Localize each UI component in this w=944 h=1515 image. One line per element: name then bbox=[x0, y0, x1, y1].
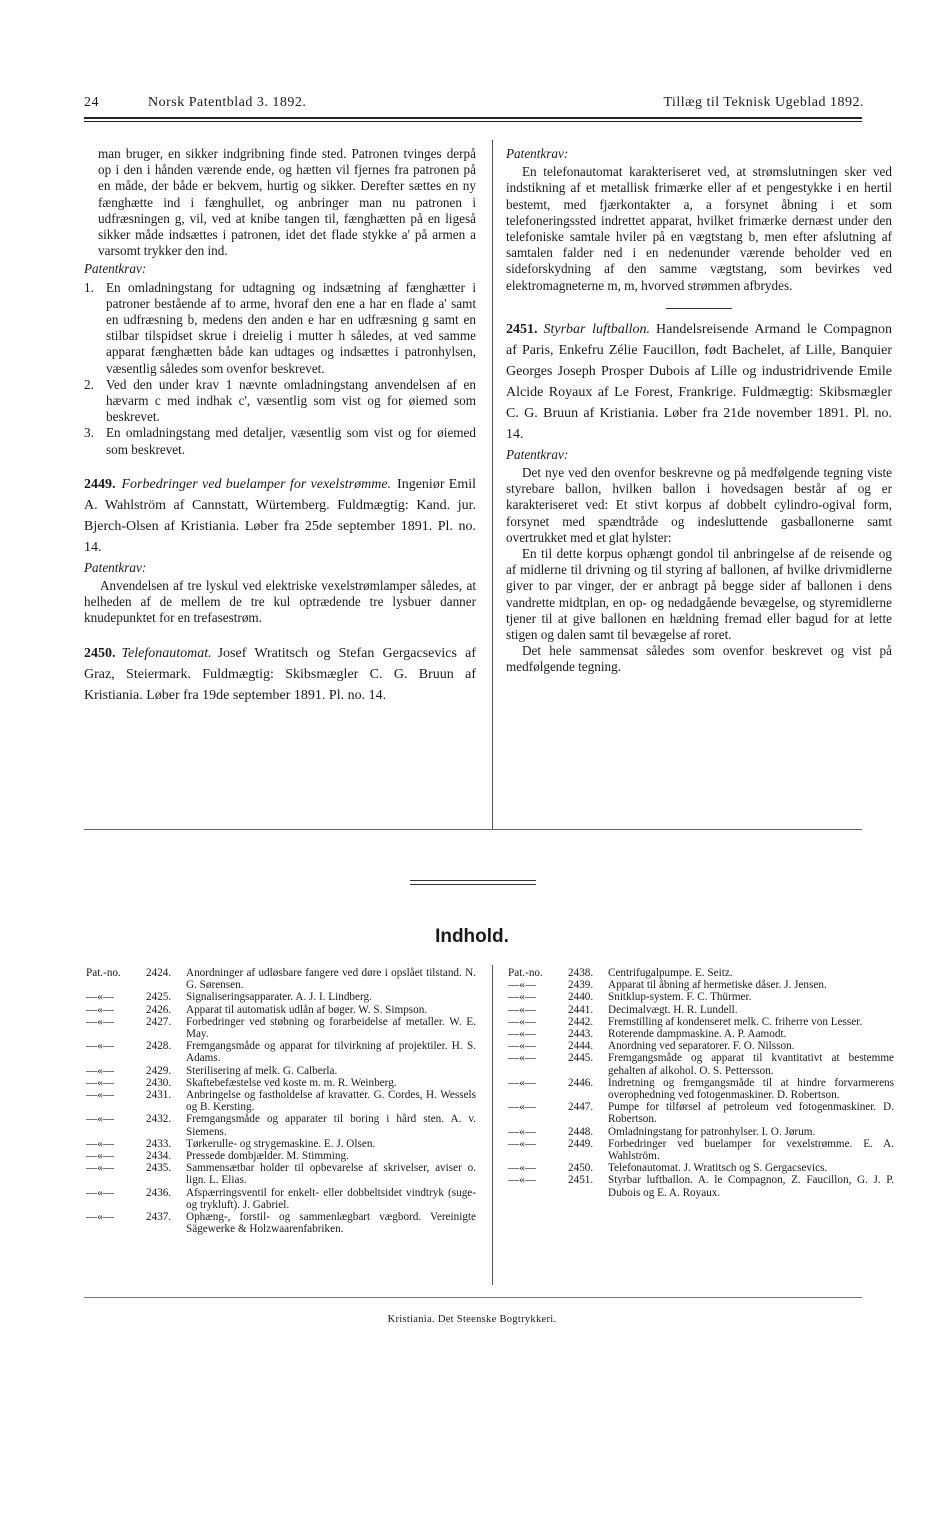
index-row bbox=[508, 1052, 894, 1076]
index-title: Indhold. bbox=[435, 926, 509, 947]
index-rule-bottom bbox=[410, 884, 536, 885]
index-number: 2447. bbox=[568, 1101, 594, 1114]
entry-title: Telefonautomat. bbox=[121, 645, 212, 661]
index-text: Forbedringer ved buelamper for vexelstrømme. E. A. Wahlström. bbox=[608, 1137, 894, 1163]
index-rule-top bbox=[410, 880, 536, 881]
index-text: Fremgangsmåde og apparater til boring i hård sten. A. v. Siemens. bbox=[186, 1113, 476, 1138]
index-prefix: —«— bbox=[86, 1089, 114, 1102]
index-number: 2436. bbox=[146, 1186, 172, 1199]
index-prefix: —«— bbox=[86, 1003, 114, 1016]
entry-number: 2449. bbox=[84, 476, 116, 492]
index-number: 2446. bbox=[568, 1076, 594, 1089]
header-rule bbox=[84, 117, 862, 119]
index-number: 2437. bbox=[146, 1211, 172, 1224]
index-number: 2438. bbox=[568, 967, 594, 979]
index-row bbox=[86, 1077, 476, 1089]
index-row bbox=[86, 1162, 476, 1186]
index-prefix: —«— bbox=[508, 979, 536, 992]
index-text: Styrbar luftballon. A. le Compagnon, Z. Faucillon, G. J. P. Dubois og E. A. Royaux. bbox=[608, 1174, 894, 1199]
index-text: Anordninger af udløsbare fangere ved døre i opslået tilstand. N. G. Sørensen. bbox=[186, 967, 476, 992]
index-prefix: —«— bbox=[86, 1150, 114, 1163]
index-number: 2442. bbox=[568, 1015, 594, 1028]
index-prefix: —«— bbox=[86, 991, 114, 1004]
index-row bbox=[508, 967, 894, 979]
index-left bbox=[86, 967, 476, 1235]
index-number: 2440. bbox=[568, 991, 594, 1004]
index-prefix: —«— bbox=[86, 1015, 114, 1028]
right-column bbox=[506, 146, 892, 676]
index-number: 2427. bbox=[146, 1015, 172, 1028]
index-row bbox=[508, 1126, 894, 1138]
index-number: 2451. bbox=[568, 1174, 594, 1187]
index-text: Tørkerulle- og strygemaskine. E. J. Olsen. bbox=[186, 1137, 376, 1150]
index-text: Sammensætbar holder til opbevarelse af skrivelser, aviser o. lign. L. Elias. bbox=[186, 1162, 476, 1187]
page-number: 24 bbox=[84, 95, 99, 110]
claim-number: 2. bbox=[84, 376, 94, 392]
index-number: 2428. bbox=[146, 1040, 172, 1053]
claim-item bbox=[84, 280, 476, 377]
index-prefix: —«— bbox=[508, 1028, 536, 1041]
index-prefix: —«— bbox=[508, 1076, 536, 1089]
index-prefix: Pat.-no. bbox=[508, 967, 543, 979]
index-number: 2445. bbox=[568, 1052, 594, 1065]
index-text: Ophæng-, forstil- og sammenlægbart vægbord. Vereinigte Sägewerke & Holzwaarenfabriken. bbox=[186, 1211, 476, 1236]
index-number: 2435. bbox=[146, 1162, 172, 1175]
index-row bbox=[86, 1065, 476, 1077]
index-text: Fremstilling af kondenseret melk. C. friherre von Lesser. bbox=[608, 1015, 863, 1028]
index-number: 2429. bbox=[146, 1064, 172, 1077]
index-prefix: —«— bbox=[508, 1052, 536, 1065]
index-text: Omladningstang for patronhylser. I. O. Jørum. bbox=[608, 1125, 816, 1138]
entry-number: 2451. bbox=[506, 321, 538, 337]
index-text: Forbedringer ved støbning og forarbeidelse af metaller. W. E. May. bbox=[186, 1015, 476, 1041]
index-row bbox=[508, 1138, 894, 1162]
index-row bbox=[508, 991, 894, 1003]
index-number: 2434. bbox=[146, 1150, 172, 1163]
index-row bbox=[86, 1187, 476, 1211]
index-text: Sterilisering af melk. G. Calberla. bbox=[186, 1064, 338, 1077]
index-text: Signaliseringsapparater. A. J. I. Lindberg. bbox=[186, 991, 372, 1004]
index-text: Fremgangsmåde og apparat for tilvirkning af projektiler. H. S. Adams. bbox=[186, 1040, 476, 1065]
index-number: 2424. bbox=[146, 967, 172, 979]
claim-number: 3. bbox=[84, 425, 94, 441]
claims-list bbox=[84, 280, 476, 458]
articles-bottom-rule bbox=[84, 829, 862, 830]
entry-body: Josef Wratitsch og Stefan Gergacsevics af Graz, Steiermark. Fuldmægtig: Skibsmægler C. G. Bruun af Kristiania. Løber fra 19de september 1891. Pl. no. 14. bbox=[84, 645, 476, 703]
claim-text: En omladningstang med detaljer, væsentlig som vist og for øiemed som beskrevet. bbox=[106, 425, 476, 457]
entry-body: Handelsreisende Armand le Compagnon af Paris, Enkefru Zélie Faucillon, født Bachelet, af Lille, Banquier Georges Joseph Prosper Dubois af Lille og industridrivende Emile Alcide Royaux af Le Forest, Frankrige. Fuldmægtig: Skibsmægler C. G. Bruun af Kristiania. Løber fra 21de november 1891. Pl. no. 14. bbox=[506, 321, 892, 442]
entry-title: Styrbar luftballon. bbox=[543, 321, 651, 337]
index-number: 2450. bbox=[568, 1162, 594, 1175]
index-number: 2441. bbox=[568, 1003, 594, 1016]
index-row bbox=[86, 1138, 476, 1150]
index-text: Skaftebefæstelse ved koste m. m. R. Weinberg. bbox=[186, 1076, 397, 1089]
index-text: Centrifugalpumpe. E. Seitz. bbox=[608, 967, 733, 979]
index-row bbox=[508, 1040, 894, 1052]
index-number: 2444. bbox=[568, 1040, 594, 1053]
claim-item bbox=[84, 377, 476, 426]
index-row bbox=[86, 1089, 476, 1113]
patentkrav-label: Patentkrav: bbox=[506, 146, 569, 161]
index-text: Indretning og fremgangsmåde til at hindre forvarmerens overophedning ved fotogenmaskiner. D. Robertson. bbox=[608, 1076, 894, 1102]
index-number: 2433. bbox=[146, 1137, 172, 1150]
index-row bbox=[86, 1113, 476, 1137]
index-number: 2443. bbox=[568, 1028, 594, 1041]
index-text: Apparat til åbning af hermetiske dåser. J. Jensen. bbox=[608, 979, 827, 992]
index-text: Pumpe for tilførsel af petroleum ved fotogenmaskiner. D. Robertson. bbox=[608, 1101, 894, 1126]
index-prefix: —«— bbox=[86, 1113, 114, 1126]
index-row bbox=[86, 967, 476, 991]
index-number: 2449. bbox=[568, 1137, 594, 1150]
index-row bbox=[508, 979, 894, 991]
footer-rule bbox=[84, 1297, 862, 1298]
index-prefix: —«— bbox=[508, 1003, 536, 1016]
intro-paragraph: man bruger, en sikker indgribning finde sted. Patronen tvinges derpå op i den i hånden værende ende, og hætten vil fjernes fra patronen på en måde, der både er bekvem, hurtig og sikker. Derefter sættes en ny fænghætte ind i fænghullet, og anbringer man nu patronen i udfræsningen g, vil, ved at knibe tangen til, fænghætten på en ligeså sikker måde indsættes i patronen, idet det flade stykke a' på armen a varsomt trykker den ind. bbox=[98, 146, 476, 259]
index-text: Pressede dombjælder. M. Stimming. bbox=[186, 1150, 349, 1163]
section-separator bbox=[666, 308, 732, 309]
index-number: 2425. bbox=[146, 991, 172, 1004]
index-prefix: —«— bbox=[508, 1040, 536, 1053]
index-number: 2439. bbox=[568, 979, 594, 992]
patentkrav-label: Patentkrav: bbox=[84, 559, 147, 575]
index-text: Fremgangsmåde og apparat til kvantitativt at bestemme gehalten af alkohol. O. S. Pettersson. bbox=[608, 1052, 894, 1077]
index-number: 2448. bbox=[568, 1125, 594, 1138]
claim-item bbox=[84, 425, 476, 457]
index-right bbox=[508, 967, 894, 1199]
claim-text: Ved den under krav 1 nævnte omladningstang anvendelsen af en hævarm c med indhak c', væsentlig som vist og for øiemed som beskrevet. bbox=[106, 376, 476, 425]
entry-number: 2450. bbox=[84, 645, 116, 661]
index-prefix: —«— bbox=[86, 1211, 114, 1224]
index-text: Apparat til automatisk udlån af bøger. W. S. Simpson. bbox=[186, 1003, 428, 1016]
index-prefix: —«— bbox=[86, 1064, 114, 1077]
claim-number: 1. bbox=[84, 279, 94, 295]
entry-body: Ingeniør Emil A. Wahlström af Cannstatt, Würtemberg. Fuldmægtig: Kand. jur. Bjerch-Olsen af Kristiania. Løber fra 25de september 1891. Pl. no. 14. bbox=[84, 476, 476, 555]
left-column bbox=[84, 146, 476, 706]
patentkrav-label: Patentkrav: bbox=[84, 261, 147, 277]
index-row bbox=[508, 1004, 894, 1016]
printer-imprint: Kristiania. Det Steenske Bogtrykkeri. bbox=[387, 1314, 557, 1325]
index-prefix: —«— bbox=[508, 1174, 536, 1187]
index-prefix: —«— bbox=[508, 1101, 536, 1114]
claim-paragraph: En til dette korpus ophængt gondol til anbringelse af de reisende og af midlerne til drivning og til styring af ballonen, af hvilke drivmidlerne giver to par vinger, der er anbragt på begge sider af ballonen i dens vandrette midtplan, en op- og nedadgående bevægelse, og styremidlerne tjener til at give ballonen en hældning fremad eller bagud for at lette stigen og dalen samt til bevægelse af roret. bbox=[506, 546, 892, 643]
index-text: Roterende dampmaskine. A. P. Aamodt. bbox=[608, 1028, 787, 1041]
supplement-title: Tillæg til Teknisk Ugeblad 1892. bbox=[663, 95, 864, 110]
claim-paragraph: Det nye ved den ovenfor beskrevne og på medfølgende tegning viste styrebare ballon, hvilken ballon i hovedsagen består af og er karakteriseret ved: Et stivt korpus af dobbelt cylindro-ogival form, forsynet med spændtråde og indesluttende gasballonerne samt overtrukket med et glat hylster: bbox=[506, 465, 892, 545]
entry-claim: Anvendelsen af tre lyskul ved elektriske vexelstrømlamper således, at helheden af de mellem de tre kul optrædende tre lysbuer danner knudepunktet for en trefasestrøm. bbox=[84, 578, 476, 626]
index-text: Anbringelse og fastholdelse af kravatter. G. Cordes, H. Wessels og B. Kersting. bbox=[186, 1089, 476, 1114]
index-row bbox=[508, 1101, 894, 1125]
index-prefix: —«— bbox=[86, 1040, 114, 1053]
index-number: 2430. bbox=[146, 1076, 172, 1089]
index-prefix: Pat.-no. bbox=[86, 967, 121, 979]
index-row bbox=[508, 1077, 894, 1101]
index-row bbox=[86, 1211, 476, 1235]
index-text: Telefonautomat. J. Wratitsch og S. Gergacsevics. bbox=[608, 1162, 828, 1175]
index-number: 2426. bbox=[146, 1003, 172, 1016]
index-prefix: —«— bbox=[86, 1186, 114, 1199]
index-number: 2431. bbox=[146, 1089, 172, 1102]
index-row bbox=[86, 1040, 476, 1064]
index-row bbox=[508, 1016, 894, 1028]
claim-paragraph: Det hele sammensat således som ovenfor beskrevet og vist på medfølgende tegning. bbox=[506, 643, 892, 675]
index-row bbox=[508, 1028, 894, 1040]
claim-2450: En telefonautomat karakteriseret ved, at strømslutningen sker ved indstikning af et metallisk frimærke eller af et pengestykke i en hertil bestemt, med fjærkontakter a, a forsynet åbning i et som telefoneringssted indrettet apparat, hvilket frimærke dernæst under den telefoniske samtale hviler på en vægtstang b, men efter afslutning af samtalen falder ned i en nedenunder værende beholder ved en sideforskydning af den samme vægtstang, som bevirkes ved elektromagneterne m, m, hvorved strømmen afbrydes. bbox=[506, 164, 892, 293]
column-divider bbox=[492, 140, 493, 830]
index-prefix: —«— bbox=[86, 1137, 114, 1150]
index-row bbox=[508, 1174, 894, 1198]
claim-text: En omladningstang for udtagning og indsætning af fænghætter i patroner bestående af to arme, hvoraf den ene a har en flade a' samt en udfræsning b, medens den anden e har en udfræsning g samt en stilbar tilspidset skrue i dreielig i mutter h således, at ved samme apparat fænghætten både kan udtages og indsættes i patronhylsen, væsentlig således som ovenfor beskrevet. bbox=[106, 279, 476, 376]
index-prefix: —«— bbox=[508, 1137, 536, 1150]
index-row bbox=[86, 991, 476, 1003]
index-prefix: —«— bbox=[508, 1162, 536, 1175]
index-row bbox=[86, 1004, 476, 1016]
header-rule-thin bbox=[84, 121, 862, 122]
index-prefix: —«— bbox=[86, 1162, 114, 1175]
index-text: Snitklup-system. F. C. Thürmer. bbox=[608, 991, 752, 1004]
index-row bbox=[508, 1162, 894, 1174]
index-text: Decimalvægt. H. R. Lundell. bbox=[608, 1003, 738, 1016]
index-divider bbox=[492, 965, 493, 1285]
index-text: Afspærringsventil for enkelt- eller dobbeltsidet vindtryk (suge- og trykluft). J. Gabriel. bbox=[186, 1186, 476, 1211]
patent-entry-2449 bbox=[84, 474, 476, 558]
journal-title: Norsk Patentblad 3. 1892. bbox=[148, 95, 307, 110]
patent-entry-2451 bbox=[506, 319, 892, 445]
patent-entry-2450 bbox=[84, 643, 476, 706]
patentkrav-label: Patentkrav: bbox=[506, 446, 569, 462]
index-row bbox=[86, 1016, 476, 1040]
index-prefix: —«— bbox=[86, 1076, 114, 1089]
index-row bbox=[86, 1150, 476, 1162]
index-number: 2432. bbox=[146, 1113, 172, 1126]
index-prefix: —«— bbox=[508, 991, 536, 1004]
index-prefix: —«— bbox=[508, 1015, 536, 1028]
entry-title: Forbedringer ved buelamper for vexelstrømme. bbox=[121, 476, 392, 492]
index-text: Anordning ved separatorer. F. O. Nilsson. bbox=[608, 1040, 795, 1053]
index-prefix: —«— bbox=[508, 1125, 536, 1138]
